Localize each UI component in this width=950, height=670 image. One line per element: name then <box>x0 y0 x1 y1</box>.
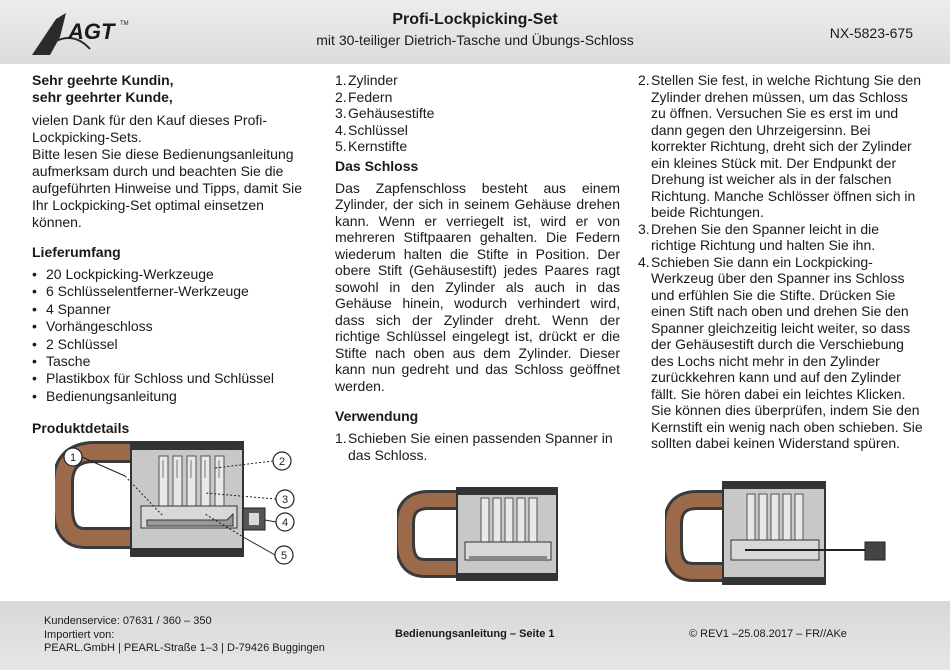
delivery-heading: Lieferumfang <box>32 244 121 260</box>
revision-label: © REV1 –25.08.2017 – FR//AKe <box>689 628 847 640</box>
callout-4-label: 4 <box>281 517 289 529</box>
callout-2-label: 2 <box>278 456 286 468</box>
callout-3-label: 3 <box>281 494 289 506</box>
page-footer <box>0 601 950 670</box>
list-item: 3. Gehäusestifte <box>335 105 435 121</box>
details-heading: Produktdetails <box>32 420 130 437</box>
list-item: 1. Zylinder <box>335 72 398 88</box>
list-item: • 4 Spanner <box>32 301 312 318</box>
column-right <box>638 72 923 452</box>
lock-diagram-tension-tool <box>665 478 890 588</box>
footer-contact <box>44 615 325 656</box>
list-item: 4. Schieben Sie dann ein Lockpicking-Werkzeug über den Spanner ins Schloss und erfühlen Sie die Stifte. Drücken Sie einen Stift nach oben und drehen Sie den Spanner gleichzeitig leicht weiter, so dass der Gehäusestift durch die Verschiebung des Lochs nicht mehr in den Zylinder zurückkehren kann und auf den Zylinder fällt. Sie hören dabei ein leichtes Klicken. Sie können dies überprüfen, indem Sie den Kernstift ein wenig nach oben schieben. Sie sollten dabei keinen Widerstand spüren. <box>638 253 923 451</box>
intro-instructions: Bitte lesen Sie diese Bedienungsanleitung aufmerksam durch und beachten Sie die aufgeführten Hinweise und Tipps, damit Sie Ihr Lockpicking-Set optimal einsetzen können. <box>32 146 303 230</box>
document-subtitle: mit 30-teiliger Dietrich-Tasche und Übungs-Schloss <box>316 32 634 48</box>
svg-text:AGT: AGT <box>68 19 115 44</box>
list-item: 5. Kernstifte <box>335 138 408 154</box>
delivery-list <box>32 266 312 405</box>
callout-5-label: 5 <box>280 550 288 562</box>
customer-service: Kundenservice: 07631 / 360 – 350 <box>44 615 212 627</box>
list-item: 1. Schieben Sie einen passenden Spanner in das Schloss. <box>335 430 613 463</box>
salutation-line-1: Sehr geehrte Kundin, <box>32 72 174 88</box>
lock-description: Das Zapfenschloss besteht aus einem Zylinder, der sich in seinem Gehäuse drehen kann. Wenn er verriegelt ist, wird er von mehreren Stiftpaaren gehalten. Die Federn wiederum halten die Stifte in Position. Der obere Stift (Gehäusestift) jedes Paares ragt sowohl in den Zylinder als auch in das Gehäuse hinein, wodurch verhindert wird, dass sich der Zylinder dreht. Wenn der richtige Schlüssel eingelegt ist, drückt er die Stifte nach oben aus dem Zylinder. Dieser kann nun gedreht und das Schloss geöffnet werden. <box>335 179 620 394</box>
column-middle <box>335 72 620 463</box>
page-label: Bedienungsanleitung – Seite 1 <box>395 628 555 640</box>
column-left <box>32 72 312 442</box>
list-item: • Vorhängeschloss <box>32 318 312 335</box>
svg-text:TM: TM <box>120 21 129 27</box>
parts-list <box>335 72 620 155</box>
intro-thanks: vielen Dank für den Kauf dieses Profi-Lockpicking-Sets. <box>32 112 268 145</box>
lock-diagram-callouts <box>55 438 305 573</box>
product-code: NX-5823-675 <box>829 25 913 41</box>
list-item: 4. Schlüssel <box>335 121 408 138</box>
importer-address: PEARL.GmbH | PEARL-Straße 1–3 | D-79426 Buggingen <box>44 642 325 654</box>
usage-steps-b <box>638 72 923 452</box>
salutation-line-2: sehr geehrter Kunde, <box>32 89 173 105</box>
list-item: 3. Drehen Sie den Spanner leicht in die richtige Richtung und halten Sie ihn. <box>638 220 880 253</box>
callout-1-label: 1 <box>69 452 77 464</box>
usage-heading: Verwendung <box>335 408 419 424</box>
page-header <box>0 0 950 64</box>
lock-heading: Das Schloss <box>335 157 419 174</box>
list-item: 2. Federn <box>335 88 393 105</box>
list-item: 2. Stellen Sie fest, in welche Richtung Sie den Zylinder drehen müssen, um das Schloss zu öffnen. Versuchen Sie es erst im und dann gegen den Uhrzeigersinn. Bei korrekter Richtung, dreht sich der Zylinder ein kleines Stück mit. Der Endpunkt der Drehung ist weicher als in der falschen Richtung. Manche Schlösser öffnen sich in beide Richtungen. <box>638 72 922 220</box>
importer-label: Importiert von: <box>44 628 115 641</box>
list-item: • Plastikbox für Schloss und Schlüssel <box>32 370 312 387</box>
list-item: • Bedienungsanleitung <box>32 388 312 405</box>
list-item: • 2 Schlüssel <box>32 336 312 353</box>
document-title: Profi-Lockpicking-Set <box>392 11 558 28</box>
lock-diagram-spanner <box>397 478 562 583</box>
usage-steps-a <box>335 430 620 463</box>
list-item: • 6 Schlüsselentferner-Werkzeuge <box>32 283 312 300</box>
list-item: • 20 Lockpicking-Werkzeuge <box>32 266 312 283</box>
list-item: • Tasche <box>32 353 312 370</box>
